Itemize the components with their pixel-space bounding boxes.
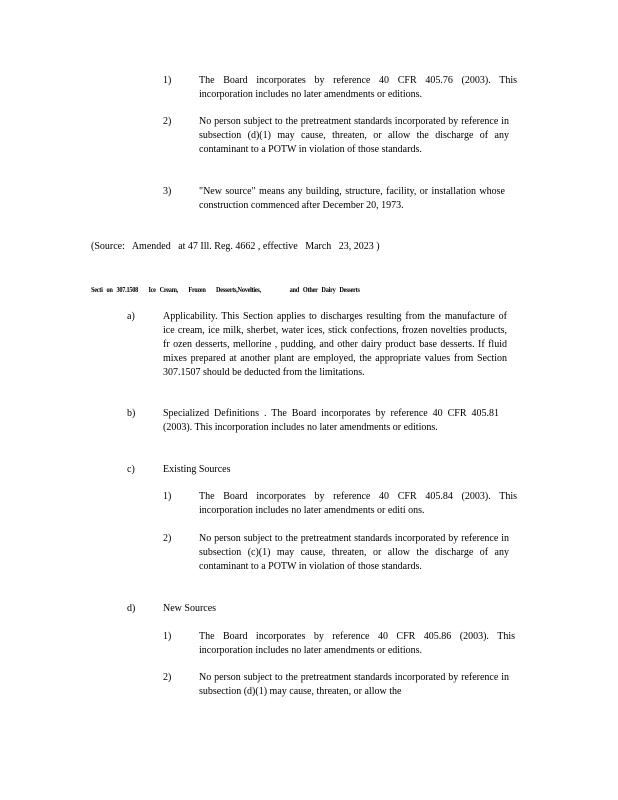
subsection-title: Existing Sources	[163, 464, 231, 475]
subsection-title: New Sources	[163, 603, 217, 614]
item-text: The Board incorporates by reference 40 CFR 405.84 (2003). This incorporation includes no later amendments or editi ons.	[199, 491, 517, 516]
item-number: 1)	[163, 75, 172, 86]
item-text: No person subject to the pretreatment standards incorporated by reference in subsection (d)(1) may cause, threaten, or allow the discharge of any contaminant to a POTW in violation of those standards.	[199, 116, 509, 155]
item-number: 2)	[163, 672, 172, 683]
item-text: No person subject to the pretreatment standards incorporated by reference in subsection (d)(1) may cause, threaten, or allow the	[199, 672, 509, 697]
subsection-text: Applicability. This Section applies to discharges resulting from the manufacture of ice cream, ice milk, sherbet, water ices, stick confections, frozen novelties products, fr ozen desserts, mellorine , pudding, and other dairy product base desserts. If fluid mixes prepared at another plant are employed, the appropriate values from Section 307.1507 should be deducted from the limitations.	[163, 311, 507, 378]
item-text: No person subject to the pretreatment standards incorporated by reference in subsection (c)(1) may cause, threaten, or allow the discharge of any contaminant to a POTW in violation of those standards.	[199, 533, 509, 572]
item-number: 1)	[163, 631, 172, 642]
subsection-text: Specialized Definitions . The Board incorporates by reference 40 CFR 405.81 (2003). This incorporation includes no later amendments or editions.	[163, 408, 499, 433]
item-number: 2)	[163, 533, 172, 544]
subsection-letter: b)	[127, 408, 136, 419]
subsection-letter: c)	[127, 464, 135, 475]
item-number: 3)	[163, 186, 172, 197]
item-text: The Board incorporates by reference 40 CFR 405.76 (2003). This incorporation includes no later amendments or editions.	[199, 75, 517, 100]
source-note: (Source: Amended at 47 Ill. Reg. 4662 , effective March 23, 2023 )	[91, 241, 380, 252]
item-text: "New source" means any building, structure, facility, or installation whose construction commenced after December 20, 1973.	[199, 186, 505, 211]
subsection-letter: d)	[127, 603, 136, 614]
item-text: The Board incorporates by reference 40 CFR 405.86 (2003). This incorporation includes no later amendments or editions.	[199, 631, 515, 656]
subsection-letter: a)	[127, 311, 135, 322]
item-number: 1)	[163, 491, 172, 502]
section-heading: Secti on 307.1508 Ice Cream, Frozen Desserts,Novelties, and Other Dairy Desserts	[91, 286, 360, 294]
item-number: 2)	[163, 116, 172, 127]
